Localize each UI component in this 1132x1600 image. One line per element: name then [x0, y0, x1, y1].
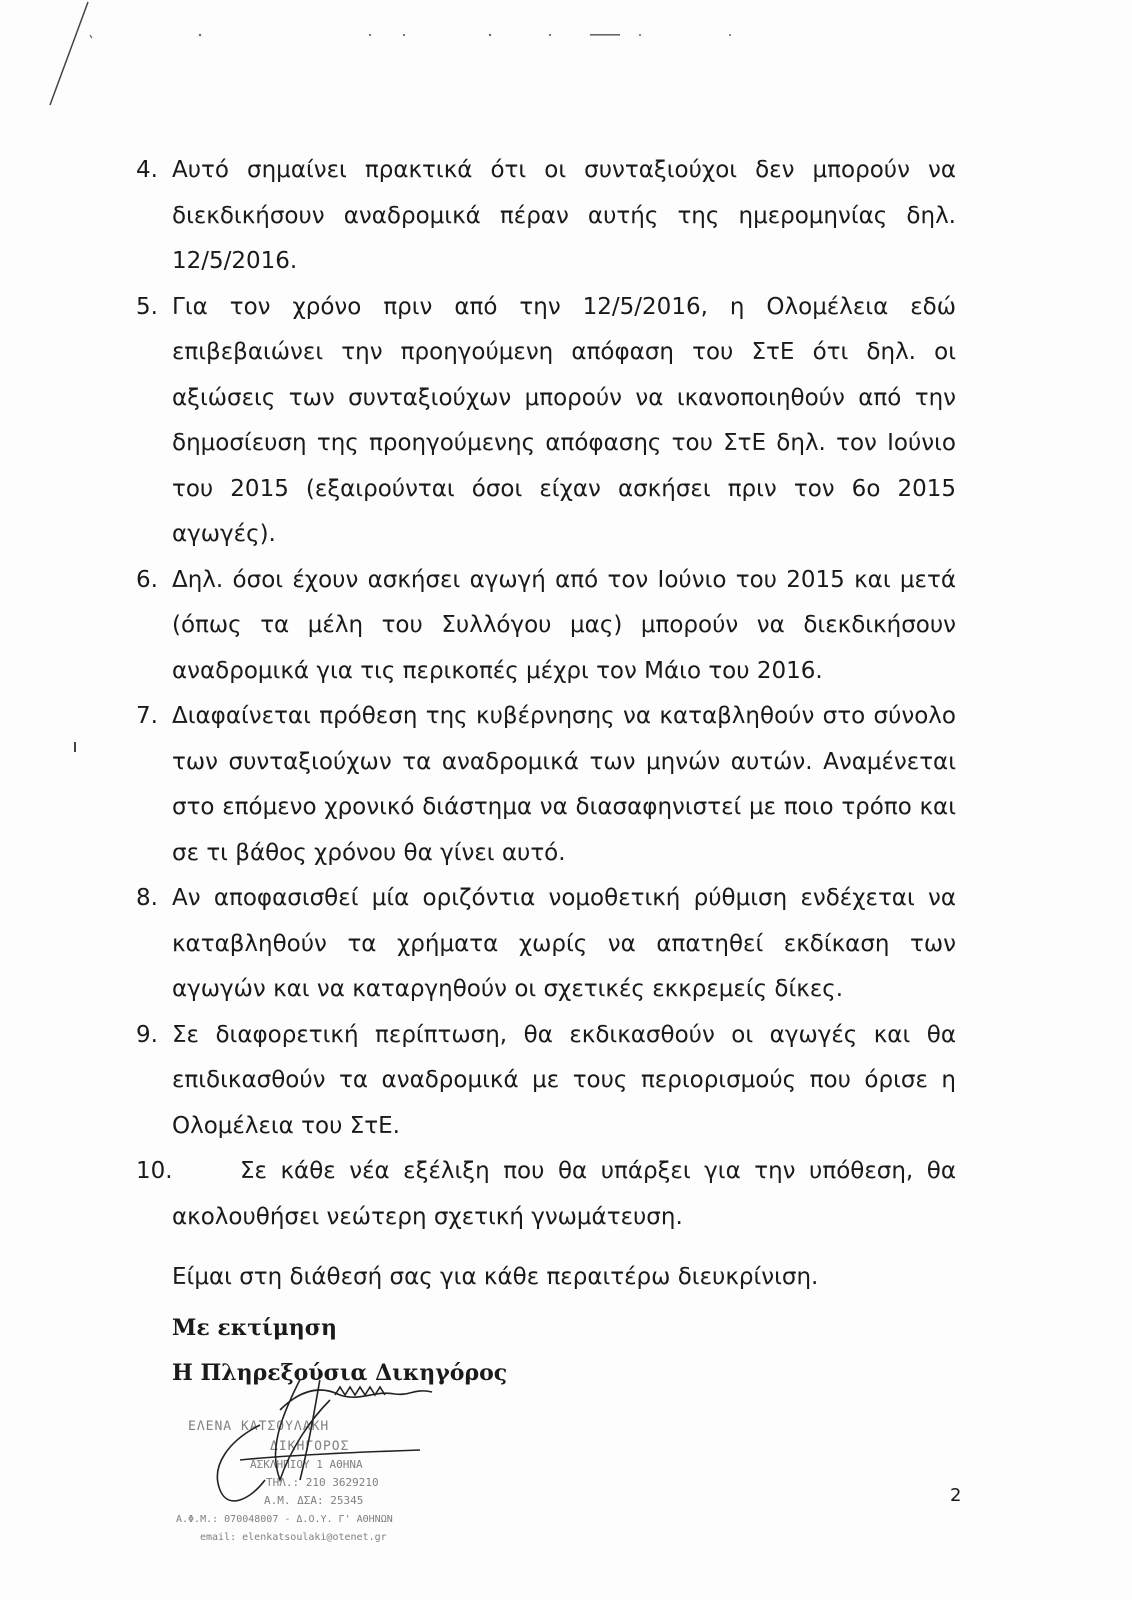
svg-text:ΑΣΚΛΗΠΙΟΥ 1 ΑΘΗΝΑ: ΑΣΚΛΗΠΙΟΥ 1 ΑΘΗΝΑ — [250, 1458, 363, 1471]
svg-text:ΔΙΚΗΓΟΡΟΣ: ΔΙΚΗΓΟΡΟΣ — [270, 1439, 350, 1454]
list-item — [136, 694, 956, 876]
list-item — [136, 1013, 956, 1150]
list-item — [136, 148, 956, 285]
lawyer-stamp-and-signature — [170, 1380, 500, 1600]
item-number: 4. — [136, 157, 158, 183]
item-number: 5. — [136, 293, 158, 320]
svg-text:Α.Μ. ΔΣΑ: 25345: Α.Μ. ΔΣΑ: 25345 — [264, 1494, 364, 1507]
scan-artifact-line — [40, 0, 110, 110]
item-number: 8. — [136, 885, 158, 911]
list-item — [136, 558, 956, 695]
item-number: 6. — [136, 566, 158, 593]
svg-text:ΕΛΕΝΑ ΚΑΤΣΟΥΛΑΚΗ: ΕΛΕΝΑ ΚΑΤΣΟΥΛΑΚΗ — [188, 1419, 330, 1434]
svg-text:email: elenkatsoulaki@otenet.g: email: elenkatsoulaki@otenet.gr — [200, 1532, 387, 1543]
item-number: 9. — [136, 1021, 158, 1048]
list-item — [136, 876, 956, 1013]
numbered-list — [136, 148, 956, 1240]
list-item — [136, 1149, 956, 1240]
item-text: Για τον χρόνο πριν από την 12/5/2016, η Ολομέλεια εδώ επιβεβαιώνει την προηγούμενη απόφαση του ΣτΕ ότι δηλ. οι αξιώσεις των συνταξιούχων μπορούν να ικανοποιηθούν από την δημοσίευση της προηγούμενης απόφασης του ΣτΕ δηλ. τον Ιούνιο του 2015 (εξαιρούνται όσοι είχαν ασκήσει πριν τον 6ο 2015 αγωγές). — [172, 293, 956, 547]
scan-artifact-tick — [72, 740, 78, 756]
item-number: 7. — [136, 703, 158, 729]
page-number: 2 — [950, 1485, 962, 1506]
regards-line: Με εκτίμηση — [172, 1315, 338, 1341]
list-item — [136, 285, 956, 558]
item-text: Σε διαφορετική περίπτωση, θα εκδικασθούν οι αγωγές και θα επιδικασθούν τα αναδρομικά με τους περιορισμούς που όρισε η Ολομέλεια του ΣτΕ. — [172, 1021, 956, 1139]
item-number: 10. — [136, 1158, 173, 1184]
item-text: Σε κάθε νέα εξέλιξη που θα υπάρξει για την υπόθεση, θα ακολουθήσει νεώτερη σχετική γνωμάτευση. — [172, 1158, 956, 1230]
item-text: Αν αποφασισθεί μία οριζόντια νομοθετική ρύθμιση ενδέχεται να καταβληθούν τα χρήματα χωρίς να απατηθεί εκδίκαση των αγωγών και να καταργηθούν οι σχετικές εκκρεμείς δίκες. — [172, 885, 956, 1002]
signatory-role: Η Πληρεξούσια Δικηγόρος — [172, 1360, 508, 1386]
scan-artifact-dots — [190, 28, 750, 42]
item-text: Δηλ. όσοι έχουν ασκήσει αγωγή από τον Ιούνιο του 2015 και μετά (όπως τα μέλη του Συλλόγου μας) μπορούν να διεκδικήσουν αναδρομικά για τις περικοπές μέχρι τον Μάιο του 2016. — [172, 566, 956, 684]
item-text: Αυτό σημαίνει πρακτικά ότι οι συνταξιούχοι δεν μπορούν να διεκδικήσουν αναδρομικά πέραν αυτής της ημερομηνίας δηλ. 12/5/2016. — [172, 157, 956, 274]
closing-sentence: Είμαι στη διάθεσή σας για κάθε περαιτέρω διευκρίνιση. — [172, 1264, 819, 1290]
svg-text:Α.Φ.Μ.: 070048007 - Δ.Ο.Υ. Γ': Α.Φ.Μ.: 070048007 - Δ.Ο.Υ. Γ' ΑΘΗΝΩΝ — [176, 1514, 393, 1525]
svg-text:ΤΗΛ.: 210 3629210: ΤΗΛ.: 210 3629210 — [266, 1476, 379, 1489]
item-text: Διαφαίνεται πρόθεση της κυβέρνησης να καταβληθούν στο σύνολο των συνταξιούχων τα αναδρομικά των μηνών αυτών. Αναμένεται στο επόμενο χρονικό διάστημα να διασαφηνιστεί με ποιο τρόπο και σε τι βάθος χρόνου θα γίνει αυτό. — [172, 703, 956, 866]
